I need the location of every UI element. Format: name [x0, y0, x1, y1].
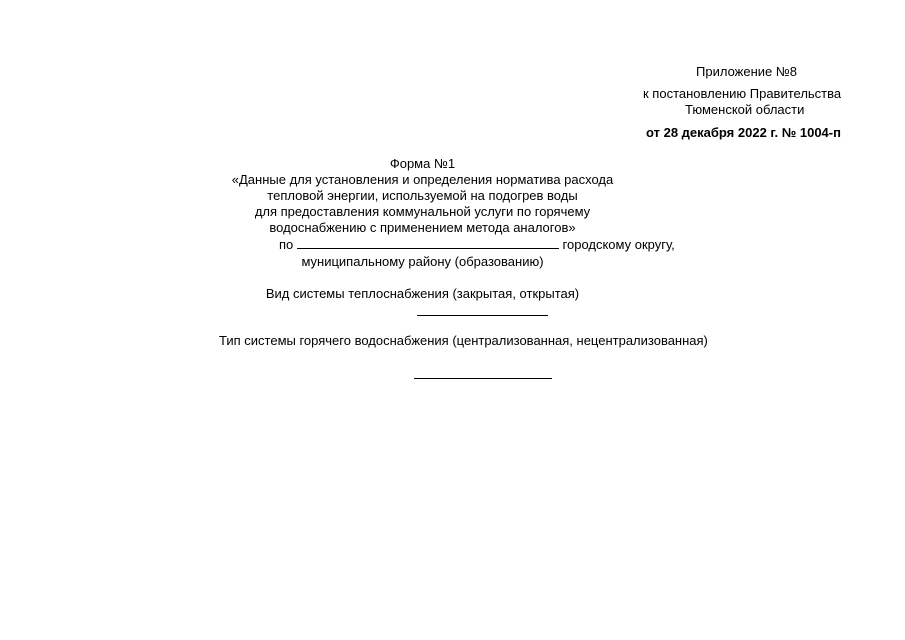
municipality-blank-field[interactable] [297, 237, 559, 249]
appendix-region-line: Тюменской области [685, 102, 805, 117]
hot-water-label: Тип системы горячего водоснабжения (централизованная, нецентрализованная) [219, 333, 708, 348]
form-heading-line-3: для предоставления коммунальной услуги по горячему [254, 204, 591, 219]
heat-supply-label: Вид системы теплоснабжения (закрытая, открытая) [265, 286, 580, 301]
appendix-decree-line: к постановлению Правительства [643, 86, 842, 101]
form-heading-line-1: «Данные для установления и определения норматива расхода [231, 172, 614, 187]
by-prefix: по [279, 237, 294, 252]
form-heading-line-2: тепловой энергии, используемой на подогрев воды [267, 188, 578, 203]
by-line [279, 237, 675, 253]
municipal-line: муниципальному району (образованию) [301, 254, 544, 269]
form-heading-line-4: водоснабжению с применением метода аналогов» [269, 220, 576, 235]
appendix-number: Приложение №8 [696, 64, 798, 79]
appendix-date-line: от 28 декабря 2022 г. № 1004-п [646, 125, 841, 140]
form-title: Форма №1 [389, 156, 456, 171]
hot-water-blank-field[interactable] [414, 378, 552, 379]
by-suffix: городскому округу, [562, 237, 675, 252]
heat-supply-blank-field[interactable] [417, 315, 548, 316]
